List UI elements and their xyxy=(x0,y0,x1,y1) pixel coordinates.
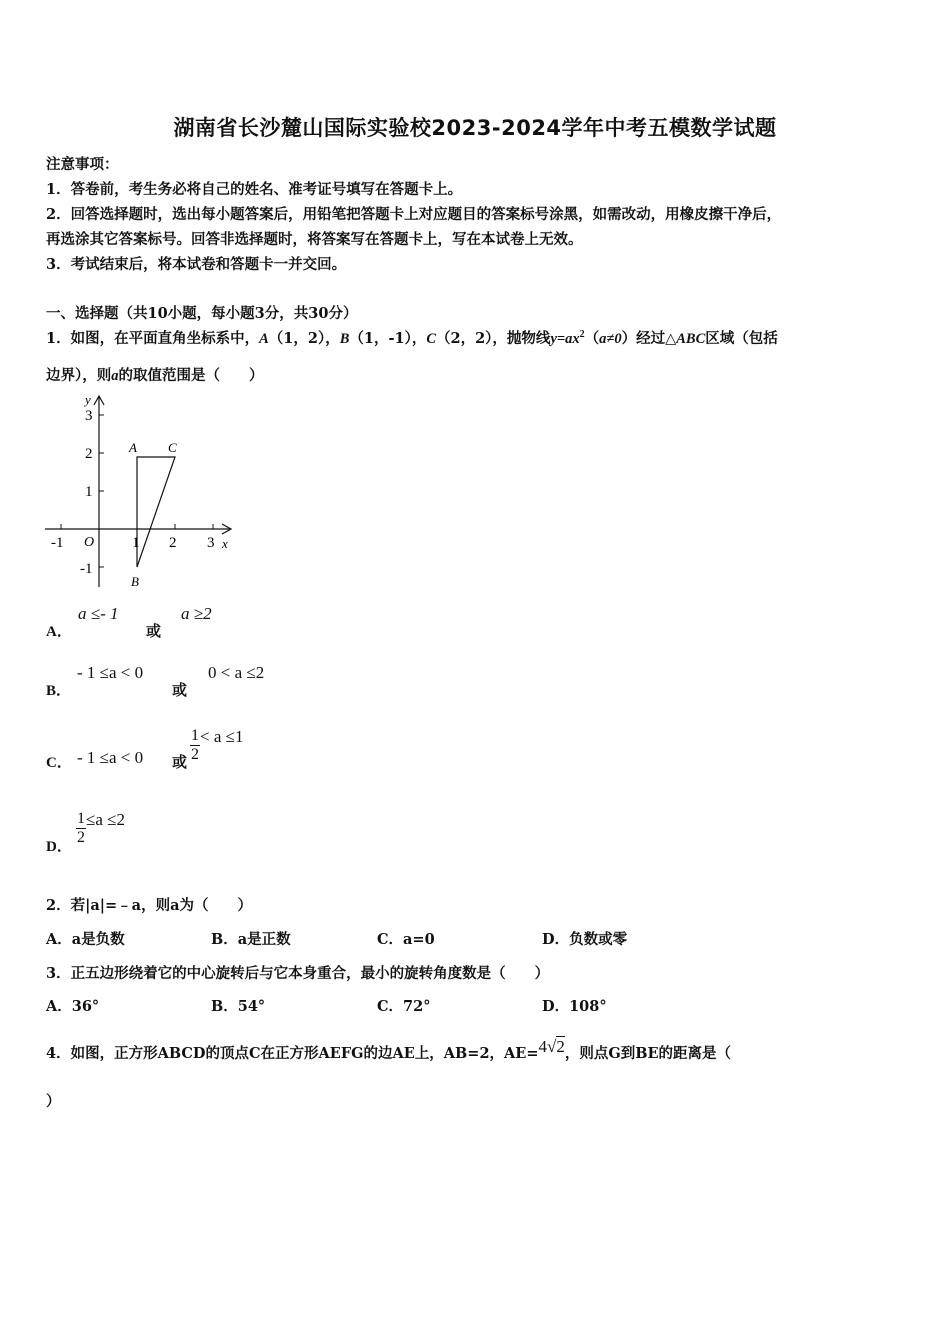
question-4-line-2: ） xyxy=(46,1093,61,1110)
notice-item-2a: 2．回答选择题时，选出每小题答案后，用铅笔把答题卡上对应题目的答案标号涂黑，如需改动，用橡皮擦干净后， xyxy=(46,206,782,223)
y-tick-label: 3 xyxy=(85,408,93,424)
q1-text-1: 1．如图，在平面直角坐标系中， xyxy=(46,330,260,347)
x-tick-label: 3 xyxy=(207,535,215,551)
q1-condition: a≠0 xyxy=(599,331,622,347)
fraction-denominator: 2 xyxy=(191,746,199,763)
q2-option-d: D．负数或零 xyxy=(542,931,628,948)
q1-option-b-or: 或 xyxy=(172,681,188,699)
q1-cond-close: ）经过△ xyxy=(621,330,677,347)
x-tick-label: -1 xyxy=(51,535,64,551)
q1-option-c-expr2: < a ≤1 xyxy=(200,727,244,746)
x-axis-label: x xyxy=(222,536,228,551)
q1-option-a-expr1: a ≤- 1 xyxy=(78,604,119,623)
q1-point-c: C xyxy=(426,331,436,347)
y-tick-label: -1 xyxy=(80,561,93,577)
question-4-line-1 xyxy=(46,1037,732,1063)
q1-coord-c: （2，2），抛物线 xyxy=(436,330,551,347)
q1-var-a: a xyxy=(111,368,119,384)
q1-text-3: 边界），则 xyxy=(46,367,112,384)
point-b-label: B xyxy=(131,574,139,589)
q1-option-b-expr1: - 1 ≤a < 0 xyxy=(77,663,144,682)
q1-coord-b: （1，-1）， xyxy=(349,330,427,347)
q1-option-c-expr1: - 1 ≤a < 0 xyxy=(77,748,144,767)
q3-option-b: B．54° xyxy=(211,998,266,1015)
q1-option-c-fraction-group xyxy=(190,727,243,764)
q1-option-a-label: A． xyxy=(46,624,72,640)
question-1-line-2 xyxy=(46,364,264,385)
y-tick-label: 2 xyxy=(85,446,93,462)
q1-coord-a: （1，2）， xyxy=(268,330,340,347)
sqrt-sign: √ xyxy=(547,1037,557,1056)
q1-option-b-label: B． xyxy=(46,683,72,699)
q1-point-b: B xyxy=(339,331,350,347)
q1-exponent: 2 xyxy=(579,329,585,341)
q1-option-b-expr2: 0 < a ≤2 xyxy=(208,663,265,682)
question-2-stem: 2．若|a|=﹣a，则a为（ ） xyxy=(46,897,252,914)
notice-item-2b: 再选涂其它答案标号。回答非选择题时，将答案写在答题卡上，写在本试卷上无效。 xyxy=(46,231,583,248)
q4-radicand: 2 xyxy=(556,1037,565,1056)
notice-item-1: 1．答卷前，考生务必将自己的姓名、准考证号填写在答题卡上。 xyxy=(46,181,463,198)
q1-option-d-fraction-group xyxy=(76,810,125,847)
point-a-label: A xyxy=(129,440,137,455)
q1-option-a-or: 或 xyxy=(146,622,162,640)
q4-text-1: 4．如图，正方形ABCD的顶点C在正方形AEFG的边AE上，AB=2，AE= xyxy=(46,1045,539,1062)
notice-heading: 注意事项： xyxy=(46,156,119,173)
fraction-numerator: 1 xyxy=(191,727,199,744)
q1-option-d-label: D． xyxy=(46,839,72,855)
question-3-stem: 3．正五边形绕着它的中心旋转后与它本身重合，最小的旋转角度数是（ ） xyxy=(46,965,550,982)
q1-option-a-expr2: a ≥2 xyxy=(181,604,212,623)
question-1-line-1 xyxy=(46,327,778,348)
x-tick-label: 2 xyxy=(169,535,177,551)
point-c-label: C xyxy=(168,440,177,455)
q2-option-c: C．a=0 xyxy=(377,931,435,948)
y-tick-label: 1 xyxy=(85,484,93,500)
section-heading: 一、选择题（共10小题，每小题3分，共30分） xyxy=(46,305,358,322)
q1-triangle: ABC xyxy=(676,331,706,347)
fraction-numerator: 1 xyxy=(77,810,85,827)
y-axis-label: y xyxy=(85,392,91,407)
q1-cond-open: （ xyxy=(584,330,600,347)
q2-option-a: A．a是负数 xyxy=(46,931,125,948)
q4-radical-coef: 4 xyxy=(538,1037,547,1056)
fraction-denominator: 2 xyxy=(77,829,85,846)
q1-equation: y=ax xyxy=(550,331,580,347)
q4-text-2: ，则点G到BE的距离是（ xyxy=(564,1045,732,1062)
q3-option-a: A．36° xyxy=(46,998,100,1015)
q3-option-d: D．108° xyxy=(542,998,607,1015)
origin-label: O xyxy=(84,535,95,550)
q1-option-c-fraction xyxy=(190,727,200,764)
q1-option-c-label: C． xyxy=(46,755,72,771)
notice-item-3: 3．考试结束后，将本试卷和答题卡一并交回。 xyxy=(46,256,347,273)
q1-option-c-or: 或 xyxy=(172,753,188,771)
q1-text-2: 区域（包括 xyxy=(705,330,778,347)
q2-option-b: B．a是正数 xyxy=(211,931,291,948)
page-title: 湖南省长沙麓山国际实验校2023-2024学年中考五模数学试题 xyxy=(173,116,777,140)
q1-option-d-expr: ≤a ≤2 xyxy=(86,810,125,829)
q1-option-d-fraction xyxy=(76,810,86,847)
x-tick-label: 1 xyxy=(132,535,140,551)
q4-radical xyxy=(539,1037,565,1056)
coordinate-graph xyxy=(40,392,240,592)
q3-option-c: C．72° xyxy=(377,998,431,1015)
q1-text-4: 的取值范围是（ ） xyxy=(118,367,264,384)
q1-point-a: A xyxy=(259,331,269,347)
